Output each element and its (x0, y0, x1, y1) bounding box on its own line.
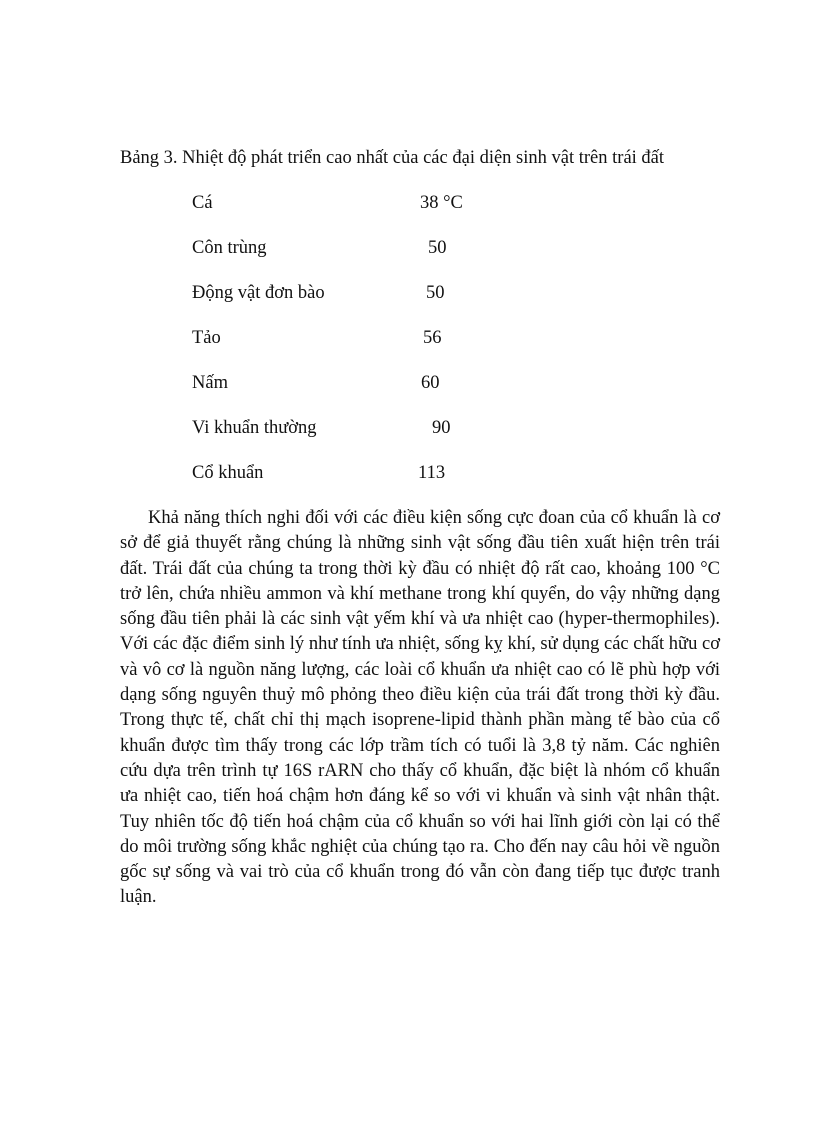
max-temperature: 38 °C (420, 193, 463, 213)
table-caption: Bảng 3. Nhiệt độ phát triển cao nhất của các đại diện sinh vật trên trái đất (120, 148, 665, 168)
table-row (192, 326, 492, 371)
organism-name: Động vật đơn bào (192, 283, 325, 303)
table-row (192, 191, 492, 236)
organism-name: Côn trùng (192, 238, 267, 258)
max-temperature: 50 (428, 238, 447, 258)
max-temperature: 60 (421, 373, 440, 393)
max-temperature: 56 (423, 328, 442, 348)
table-row (192, 416, 492, 461)
max-temperature: 90 (432, 418, 451, 438)
max-temperature: 113 (418, 463, 446, 483)
organism-name: Nấm (192, 373, 228, 393)
table-row (192, 236, 492, 281)
organism-name: Vi khuẩn thường (192, 418, 317, 438)
max-temperature: 50 (426, 283, 445, 303)
table-row (192, 371, 492, 416)
temperature-table (192, 191, 492, 506)
table-row (192, 461, 492, 506)
organism-name: Cá (192, 193, 213, 213)
organism-name: Cổ khuẩn (192, 463, 264, 483)
table-row (192, 281, 492, 326)
organism-name: Tảo (192, 328, 221, 348)
body-paragraph: Khả năng thích nghi đối với các điều kiện sống cực đoan của cổ khuẩn là cơ sở để giả thuyết rằng chúng là những sinh vật sống đầu tiên xuất hiện trên trái đất. Trái đất của chúng ta trong thời kỳ đầu có nhiệt độ rất cao, khoảng 100 °C trở lên, chứa nhiều ammon và khí methane trong khí quyển, do vậy những dạng sống đầu tiên phải là các sinh vật yếm khí và ưa nhiệt cao (hyper-thermophiles). Với các đặc điểm sinh lý như tính ưa nhiệt, sống kỵ khí, sử dụng các chất hữu cơ và vô cơ là nguồn năng lượng, các loài cổ khuẩn ưa nhiệt cao có lẽ phù hợp với dạng sống nguyên thuỷ mô phỏng theo điều kiện của trái đất trong thời kỳ đầu. Trong thực tế, chất chỉ thị mạch isoprene-lipid thành phần màng tế bào của cổ khuẩn được tìm thấy trong các lớp trầm tích có tuổi là 3,8 tỷ năm. Các nghiên cứu dựa trên trình tự 16S rARN cho thấy cổ khuẩn, đặc biệt là nhóm cổ khuẩn ưa nhiệt cao, tiến hoá chậm hơn đáng kể so với vi khuẩn và sinh vật nhân thật. Tuy nhiên tốc độ tiến hoá chậm của cổ khuẩn so với hai lĩnh giới còn lại có thể do môi trường sống khắc nghiệt của chúng tạo ra. Cho đến nay câu hỏi về nguồn gốc sự sống và vai trò của cổ khuẩn trong đó vẫn còn đang tiếp tục được tranh luận. (120, 508, 720, 908)
